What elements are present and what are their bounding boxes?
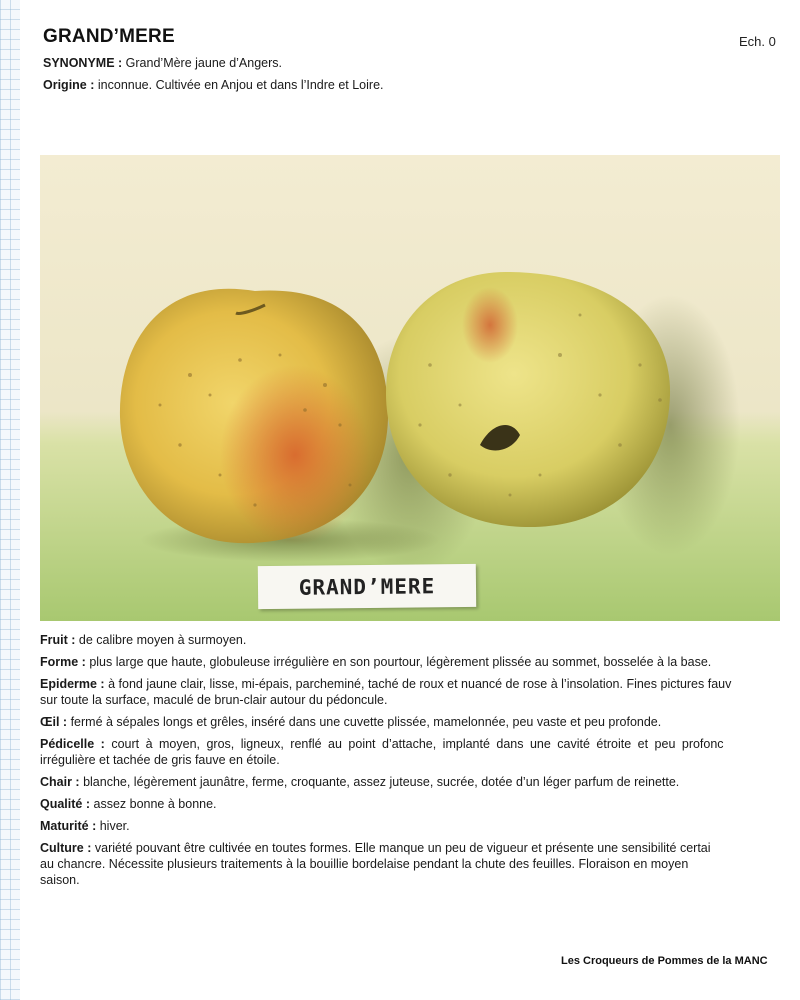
description-chair — [40, 774, 800, 790]
description-maturite — [40, 818, 800, 834]
pedicelle-label: Pédicelle : — [40, 737, 105, 751]
apple-photo — [40, 155, 780, 621]
culture-text-2: au chancre. Nécessite plusieurs traitements à la bouillie bordelaise pendant la chute des feuilles. Floraison en moyen — [40, 857, 689, 871]
synonym-field — [43, 56, 282, 70]
reference-number: Ech. 0 — [739, 34, 776, 49]
culture-text-1: variété pouvant être cultivée en toutes formes. Elle manque un peu de vigueur et présente une sensibilité certai — [94, 841, 711, 855]
description-qualite — [40, 796, 800, 812]
graph-paper-margin — [0, 0, 20, 1000]
forme-label: Forme : — [40, 655, 86, 669]
forme-text: plus large que haute, globuleuse irrégulière en son pourtour, légèrement plissée au sommet, bosselée à la base. — [89, 655, 712, 669]
epiderme-label: Epiderme : — [40, 677, 105, 691]
description-pedicelle — [40, 736, 800, 768]
description-fruit — [40, 632, 800, 648]
maturite-label: Maturité : — [40, 819, 97, 833]
apple-photo-illustration — [40, 155, 780, 621]
culture-text-3: saison. — [40, 873, 80, 887]
qualite-label: Qualité : — [40, 797, 91, 811]
origin-value: inconnue. Cultivée en Anjou et dans l’Indre et Loire. — [97, 78, 384, 92]
maturite-text: hiver. — [99, 819, 130, 833]
origin-field — [43, 78, 384, 92]
description-epiderme — [40, 676, 800, 708]
footer-credit: Les Croqueurs de Pommes de la MANC — [561, 955, 768, 967]
origin-label: Origine : — [43, 78, 95, 92]
qualite-text: assez bonne à bonne. — [93, 797, 217, 811]
pedicelle-text-1: court à moyen, gros, ligneux, renflé au point d’attache, implanté dans une cavité étroite et peu profonc — [111, 737, 724, 751]
oeil-label: Œil : — [40, 715, 68, 729]
description-oeil — [40, 714, 800, 730]
synonym-label: SYNONYME : — [43, 56, 123, 70]
chair-label: Chair : — [40, 775, 80, 789]
variety-description — [40, 632, 800, 894]
pedicelle-text-2: irrégulière et tachée de gris fauve en étoile. — [40, 753, 280, 767]
description-culture — [40, 840, 800, 888]
fruit-text: de calibre moyen à surmoyen. — [78, 633, 247, 647]
description-forme — [40, 654, 800, 670]
page-title: GRAND’MERE — [43, 26, 175, 47]
chair-text: blanche, légèrement jaunâtre, ferme, croquante, assez juteuse, sucrée, dotée d’un léger parfum de reinette. — [83, 775, 680, 789]
epiderme-text-1: à fond jaune clair, lisse, mi-épais, parcheminé, taché de roux et nuancé de rose à l’insolation. Fines pictures fauv — [108, 677, 732, 691]
culture-label: Culture : — [40, 841, 92, 855]
epiderme-text-2: sur toute la surface, maculé de brun-clair autour du pédoncule. — [40, 693, 388, 707]
fruit-label: Fruit : — [40, 633, 76, 647]
photo-label-card: GRAND’MERE — [258, 564, 476, 609]
synonym-value: Grand’Mère jaune d’Angers. — [125, 56, 283, 70]
oeil-text: fermé à sépales longs et grêles, inséré dans une cuvette plissée, mamelonnée, peu vaste et peu profonde. — [70, 715, 662, 729]
